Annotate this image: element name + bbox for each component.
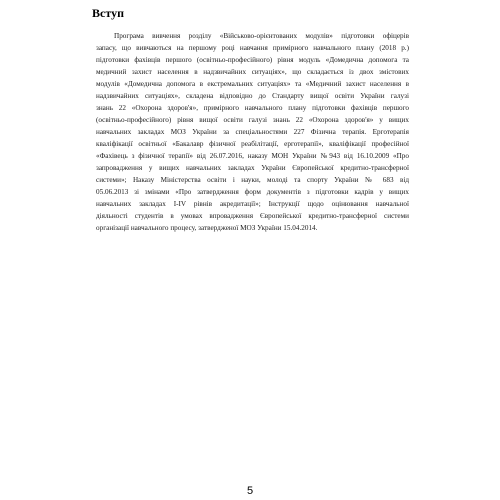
paragraph-line: 05.06.2013 зі змінами «Про затвердження форм документів з підготовки кадрів у вищих [96,188,409,196]
paragraph-line: системи»; Наказу Міністерства освіти і науки, молоді та спорту України № 683 від [96,176,409,184]
paragraph-line: надзвичайних ситуаціях», складена відповідно до Стандарту вищої освіти України галузі [96,92,409,100]
paragraph-line: Програма вивчення розділу «Військово-орієнтованих модулів» підготовки офіцерів [114,32,409,40]
section-heading: Вступ [92,6,124,20]
body-paragraph [96,30,409,234]
paragraph-line: модулів «Домедична допомога в екстремальних ситуаціях» та «Медичний захист населення в [96,80,409,88]
paragraph-line: запровадження у вищих навчальних закладах України Європейської кредитно-трансферної [96,164,409,172]
paragraph-line: запасу, що вивчаються на першому році навчання примірного навчального плану (2018 р.) [96,44,409,52]
paragraph-line: діяльності студентів в умовах впровадження Європейської кредитно-трансферної системи [96,212,409,220]
paragraph-line: медичний захист населення в надзвичайних ситуаціях», що складається із двох змістових [96,68,409,76]
paragraph-line: підготовки фахівців першого (освітньо-професійного) рівня модуль «Домедична допомога та [96,56,409,64]
paragraph-line: кваліфікації освітньої «Бакалавр фізичної реабілітації, ерготерапії», кваліфікації професійної [96,140,409,148]
paragraph-line: (освітньо-професійного) рівня вищої освіти галузі знань 22 «Охорона здоров'я» у вищих [96,116,409,124]
paragraph-line: навчальних закладах I-IV рівнів акредитації»; Інструкції щодо оцінювання навчальної [96,200,409,208]
paragraph-line: «Фахівець з фізичної терапії» від 26.07.2016, наказу МОН України №943 від 16.10.2009 «Про [96,152,409,160]
paragraph-line: організації навчального процесу, затвердженої МОЗ України 15.04.2014. [96,224,318,232]
page-number: 5 [246,485,254,497]
paragraph-line: навчальних закладах МОЗ України за спеціальностями 227 Фізична терапія. Ерготерапія [96,128,409,136]
paragraph-line: знань 22 «Охорона здоров'я», примірного навчального плану підготовки фахівців першого [96,104,409,112]
